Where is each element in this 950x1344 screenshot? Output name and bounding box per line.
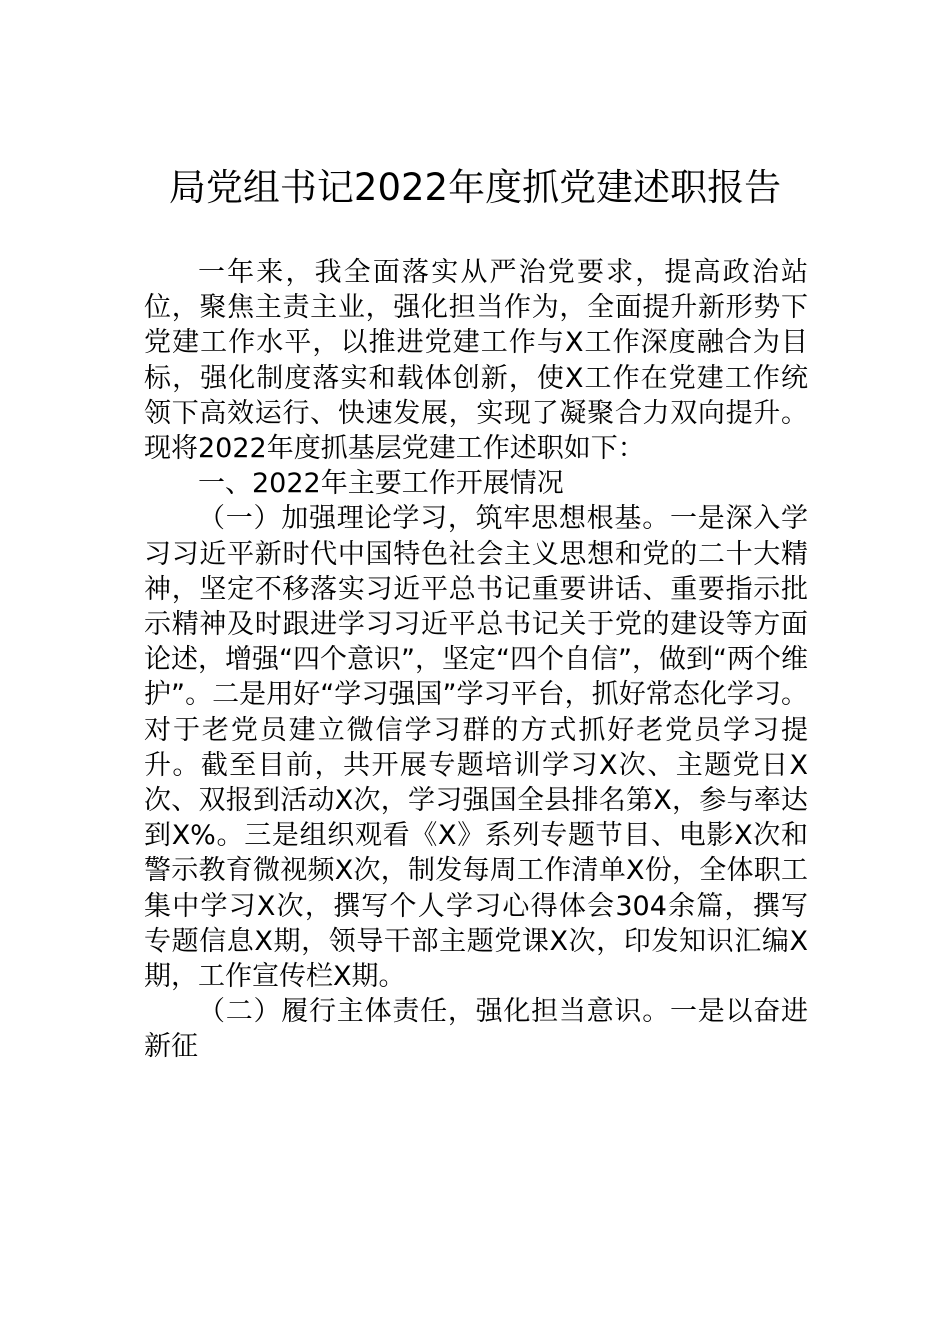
intro-paragraph: 一年来，我全面落实从严治党要求，提高政治站位，聚焦主责主业，强化担当作为，全面提升新形势下党建工作水平，以推进党建工作与X工作深度融合为目标，强化制度落实和载体创新，使X工作在党建工作统领下高效运行、快速发展，实现了凝聚合力双向提升。现将2022年度抓基层党建工作述职如下： [144, 257, 808, 465]
paragraph-main-responsibility: （二）履行主体责任，强化担当意识。一是以奋进新征 [144, 996, 808, 1063]
paragraph-theory-study: （一）加强理论学习，筑牢思想根基。一是深入学习习近平新时代中国特色社会主义思想和党的二十大精神，坚定不移落实习近平总书记重要讲话、重要指示批示精神及时跟进学习习近平总书记关于党的建设等方面论述，增强“四个意识”，坚定“四个自信”，做到“两个维护”。二是用好“学习强国”学习平台，抓好常态化学习。对于老党员建立微信学习群的方式抓好老党员学习提升。截至目前，共开展专题培训学习X次、主题党日X次、双报到活动X次，学习强国全县排名第X，参与率达到X%。三是组织观看《X》系列专题节目、电影X次和警示教育微视频X次，制发每周工作清单X份，全体职工集中学习X次，撰写个人学习心得体会304余篇，撰写专题信息X期，领导干部主题党课X次，印发知识汇编X期，工作宣传栏X期。 [144, 503, 808, 993]
document-title: 局党组书记2022年度抓党建述职报告 [168, 166, 782, 209]
section-heading: 一、2022年主要工作开展情况 [198, 468, 564, 500]
document-body [144, 255, 808, 1065]
